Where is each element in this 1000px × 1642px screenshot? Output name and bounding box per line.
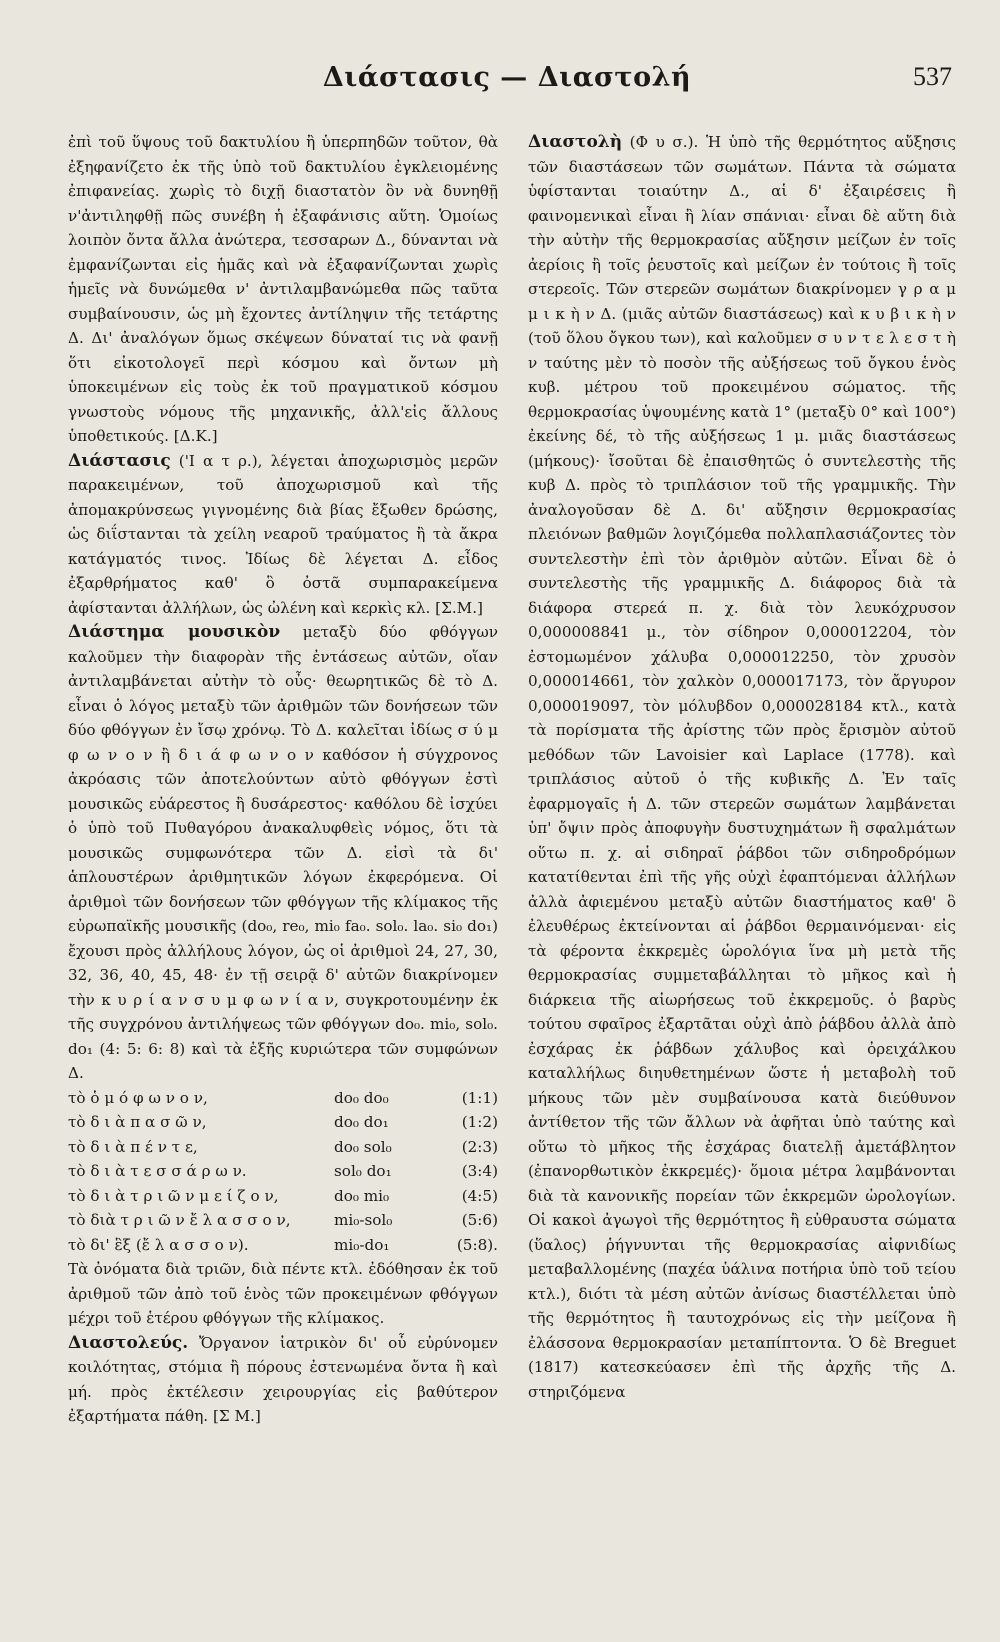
interval-notes: do₀ sol₀	[334, 1137, 392, 1156]
entry-text: ἐπὶ τοῦ ὕψους τοῦ δακτυλίου ἢ ὑπερπηδῶν τοῦτον, θὰ ἐξηφανίζετο ἐκ τῆς ὑπὸ τοῦ δακτυλίου ἐγκλειομένης ἐπιφανείας. χωρὶς τὸ διχῇ διαστατὸν ὂν νὰ δυνηθῇ ν'ἀντιληφθῇ πῶς συνέβη ἡ ἐξαφάνισις αὕτη. Ὁμοίως λοιπὸν ὄντα ἄλλα ἀνώτερα, τεσσαρων Δ., δύνανται νὰ ἐμφανίζωνται εἰς ἡμᾶς καὶ νὰ ἐξαφανίζωνται χωρὶς ἡμεῖς νὰ δυνώμεθα ν' ἀντιλαμβανώμεθα πῶς ταῦτα συμβαίνουσιν, ὡς μὴ ἔχοντες ἀντίληψιν τῆς τετάρτης Δ. Δι' ἀναλόγων ὅμως σκέψεων δύναταί τις νὰ φανῇ ὅτι εἰκοτολογεῖ περὶ κόσμου καὶ ὄντων μὴ ὑποκειμένων εἰς τοὺς ἐκ τοῦ πραγματικοῦ κόσμου γνωστοὺς νόμους τῆς μηχανικῆς, ἀλλ'εἰς ἄλλους ὑποθετικούς. [Δ.Κ.]	[68, 133, 498, 445]
entry-text: (Φ υ σ.). Ἡ ὑπὸ τῆς θερμότητος αὔξησις τῶν διαστάσεων τῶν σωμάτων. Πάντα τὰ σώματα ὑφίστανται τοιαύτην Δ., αἱ δ' ἐξαιρέσεις ἢ φαινομενικαὶ εἶναι ἢ λίαν σπάνιαι· εἶναι δὲ αὕτη διὰ τὴν αὐτὴν τῆς θερμοκρασίας αὔξησιν μείζων ἐν τοῖς ἀερίοις ἢ τοῖς ῥευστοῖς καὶ μείζων ἐν τούτοις ἢ τοῖς στερεοῖς. Τῶν στερεῶν σωμάτων διακρίνομεν γ ρ α μ μ ι κ ὴ ν Δ. (μιᾶς αὐτῶν διαστάσεως) καὶ κ υ β ι κ ὴ ν (τοῦ ὅλου ὄγκου των), καὶ καλοῦμεν σ υ ν τ ε λ ε σ τ ὴ ν ταύτης μὲν τὸ ποσὸν τῆς αὐξήσεως τοῦ ὄγκου ἑνὸς κυβ. μέτρου τοῦ προκειμένου σώματος. τῆς θερμοκρασίας ὑψουμένης κατὰ 1° (μεταξὺ 0° καὶ 100°) ἐκείνης δέ, τὸ τῆς αὐξήσεως 1 μ. μιᾶς διαστάσεως (μήκους)· ἴσοῦται δὲ ἐπαισθητῶς ὁ συντελεστὴς τῆς κυβ Δ. πρὸς τὸ τριπλάσιον τοῦ τῆς γραμμικῆς. Τὴν ἀναλογοῦσαν δὲ Δ. δι' αὔξησιν θερμοκρασίας πλειόνων βαθμῶν λογιζόμεθα πολλαπλασιάζοντες τὸν συντελεστὴν ἐπὶ τὸν ἀριθμὸν αὐτῶν. Εἶναι δὲ ὁ συντελεστὴς τῆς γραμμικῆς Δ. διάφορος διὰ τὰ διάφορα στερεά π. χ. διὰ τὸν λευκόχρυσον 0,000008841 μ., τὸν σίδηρον 0,000012204, τὸν ἐστομωμένον χάλυβα 0,000012250, τὸν χρυσὸν 0,000014661, τὸν χαλκὸν 0,000017173, τὸν ἄργυρον 0,000019097, τὸν μόλυβδον 0,000028184 κτλ., κατὰ τὰ πορίσματα τῆς ἀρίστης τῶν πρὸς ἔρισμὸν αὐτοῦ μεθόδων τῶν Lavoisier καὶ Laplace (1778). καὶ τριπλάσιος αὐτοῦ ὁ τῆς κυβικῆς Δ. Ἐν ταῖς ἐφαρμογαῖς ἡ Δ. τῶν στερεῶν σωμάτων λαμβάνεται ὑπ' ὄψιν πρὸς ἀποφυγὴν δυστυχημάτων ἢ σφαλμάτων οὕτω π. χ. αἱ σιδηραῖ ῥάβδοι τῶν σιδηροδρόμων κατατίθενται ἐπὶ τῆς γῆς οὐχὶ ἐφαπτόμεναι ἀλλήλων ἀλλὰ ἀφιεμένου μεταξὺ αὐτῶν διαστήματος καθ' ὃ ἐλευθέρως ἐκτείνονται αἱ ῥάβδοι θερμαινόμεναι· εἰς τὰ φέροντα ἐκκρεμὲς ὡρολόγια ἵνα μὴ μετὰ τῆς θερμοκρασίας συμμεταβάλληται τὸ μῆκος καὶ ἡ διάρκεια τῆς αἰωρήσεως τοῦ ἐκκρεμοῦς. ὁ βαρὺς τούτου σφαῖρος ἐξαρτᾶται οὐχὶ ἀπὸ ῥάβδου ἀλλὰ ἀπὸ ἐσχάρας ἐκ ῥάβδων χάλυβος καὶ ὀρειχάλκου καταλλήλως διηυθετημένων ὥστε ἡ μεταβολὴ τοῦ μήκους τῶν μὲν συμβαίνουσα κατὰ διεύθυνον ἀντίθετον τῆς τῶν ἄλλων νὰ ἀφῆται ὑπὸ ταύτης καὶ οὕτω τὸ μῆκος τῆς ἐσχάρας διατελῇ ἀμετάβλητον (ἐπανορθωτικὸν ἐκκρεμές)· ὅμοια μέτρα λαμβάνονται διὰ τὰ κανονικῆς πορείαν τῶν ἐκκρεμῶν ὡρολογίων. Οἱ κακοὶ ἀγωγοὶ τῆς θερμότητος ἢ εὐθραυστα σώματα (ὕαλος) ῥήγνυνται τῆς θερμοκρασίας αἰφνιδίως μεταβαλλομένης (παχέα ὑάλινα ποτήρια ὑπὸ τοῦ τείου κτλ.), διότι τὰ μέση αὐτῶν ἀνίσως διαστέλλεται ὑπὸ τῆς θερμότητος ἢ ταυτοχρόνως εἰς τὴν μείζονα ἢ ἐλάσσονα θερμοκρασίαν μεταπίπτοντα. Ὁ δὲ Breguet (1817) κατεσκεύασεν ἐπὶ τῆς ἀρχῆς τῆς Δ. στηριζόμενα	[528, 133, 956, 1401]
interval-ratio: (1:1)	[461, 1088, 498, 1107]
interval-notes: do₀ mi₀	[334, 1186, 390, 1205]
interval-ratio: (5:6)	[461, 1211, 498, 1229]
interval-ratio: (2:3)	[461, 1137, 498, 1156]
page-title: Διάστασις — Διαστολή	[322, 62, 692, 93]
page-header	[62, 62, 952, 102]
interval-ratio: (5:8).	[456, 1235, 498, 1254]
interval-name: τὸ δ ι ὰ π α σ ῶ ν,	[68, 1113, 207, 1131]
table-row	[68, 1184, 498, 1209]
interval-name: τὸ δ ι ὰ τ ρ ι ῶ ν μ ε ί ζ ο ν,	[68, 1186, 279, 1205]
entry-text: ('Ι α τ ρ.), λέγεται ἀποχωρισμὸς μερῶν παρακειμένων, τοῦ ἀποχωρισμοῦ καὶ τῆς ἀπομακρύνσεως γιγνομένης διὰ βίας ἔξωθεν δρώσης, ὡς διΐστανται τὰ χείλη νεαροῦ τραύματος ἢ τὰ ἄκρα κατάγματός τινος. Ἰδίως δὲ λέγεται Δ. εἶδος ἐξαρθρήματος καθ' ὃ ὀστᾶ συμπαρακείμενα ἀφίστανται ἀλλήλων, ὡς ὠλένη καὶ κερκὶς κλ. [Σ.Μ.]	[68, 451, 498, 617]
entry-diastoleus	[68, 1331, 498, 1429]
left-column	[68, 130, 498, 1429]
table-row	[68, 1233, 498, 1258]
entry-diastole	[528, 130, 956, 1404]
table-row	[68, 1135, 498, 1160]
entry-diastema	[68, 620, 498, 1086]
interval-name: τὸ δ ι ὰ π έ ν τ ε,	[68, 1137, 198, 1156]
headword: Διαστολεύς.	[68, 1332, 189, 1353]
interval-notes: do₀ do₁	[334, 1113, 389, 1131]
interval-name: τὸ διὰ τ ρ ι ῶ ν ἔ λ α σ σ ο ν,	[68, 1211, 291, 1229]
interval-ratio: (1:2)	[461, 1113, 498, 1131]
headword: Διαστολὴ	[528, 132, 623, 152]
interval-notes: do₀ do₀	[334, 1088, 389, 1107]
headword: Διάστημα μουσικὸν	[68, 622, 281, 642]
table-row	[68, 1159, 498, 1184]
table-row	[68, 1110, 498, 1135]
interval-name: τὸ δι' ἓξ (ἔ λ α σ σ ο ν).	[68, 1235, 249, 1254]
page-number: 537	[913, 62, 952, 91]
entry-text: Ὄργανον ἰατρικὸν δι' οὗ εὐρύνομεν κοιλότητας, στόμια ἢ πόρους ἐστενωμένα ὄντα ἢ καὶ μή. πρὸς ἐκτέλεσιν χειρουργίας εἰς βαθύτερον ἐξαρτήματα πάθη. [Σ Μ.]	[68, 1333, 498, 1425]
right-column	[528, 130, 956, 1404]
headword: Διάστασις	[68, 450, 171, 471]
entry-text: Τὰ ὀνόματα διὰ τριῶν, διὰ πέντε κτλ. ἐδόθησαν ἐκ τοῦ ἀριθμοῦ τῶν ἀπὸ τοῦ ἑνὸς τῶν προκειμένων φθόγγων μέχρι τοῦ ἑτέρου φθόγγων τῆς κλίμακος.	[68, 1260, 498, 1327]
interval-notes: mi₀-sol₀	[334, 1211, 393, 1229]
interval-notes: sol₀ do₁	[334, 1162, 392, 1180]
interval-table	[68, 1086, 498, 1258]
interval-ratio: (4:5)	[461, 1186, 498, 1205]
entry-diastasis	[68, 449, 498, 621]
interval-name: τὸ δ ι ὰ τ ε σ σ ά ρ ω ν.	[68, 1162, 247, 1180]
table-row	[68, 1086, 498, 1111]
entry-text: μεταξὺ δύο φθόγγων καλοῦμεν τὴν διαφορὰν τῆς ἐντάσεως αὐτῶν, οἵαν ἀντιλαμβάνεται αὐτὴν τὸ οὖς· θεωρητικῶς δὲ τὸ Δ. εἶναι ὁ λόγος μεταξὺ τῶν ἀριθμῶν τῶν δονήσεων τῶν δύο φθόγγων ἐν ἴσῳ χρόνῳ. Τὸ Δ. καλεῖται ἰδίως σ ύ μ φ ω ν ο ν ἢ δ ι ά φ ω ν ο ν καθόσον ἡ σύγχρονος ἀκρόασις τῶν ἀποτελούντων αὐτὸ φθόγγων ἐστὶ μουσικῶς εὐάρεστος ἢ δυσάρεστος· καθόλου δὲ ἰσχύει ὁ ὑπὸ τοῦ Πυθαγόρου ἀνακαλυφθεὶς νόμος, ὅτι τὰ μουσικῶς συμφωνότερα τῶν Δ. εἰσὶ τὰ δι' ἁπλουστέρων ἀριθμητικῶν λόγων ἐκφερόμενα. Οἱ ἀριθμοὶ τῶν δονήσεων τῶν φθόγγων τῆς κλίμακος τῆς εὐρωπαϊκῆς μουσικῆς (do₀, re₀, mi₀ fa₀. sol₀. la₀. si₀ do₁) ἔχουσι πρὸς ἀλλήλους λόγον, ὡς οἱ ἀριθμοὶ 24, 27, 30, 32, 36, 40, 45, 48· ἐν τῇ σειρᾷ δ' αὐτῶν διακρίνομεν τὴν κ υ ρ ί α ν σ υ μ φ ω ν ί α ν, συγκροτουμένην ἐκ τῆς συγχρόνου ἀντιλήψεως τῶν φθόγγων do₀. mi₀, sol₀. do₁ (4: 5: 6: 8) καὶ τὰ ἑξῆς κυριώτερα τῶν συμφώνων Δ.	[68, 623, 498, 1082]
interval-ratio: (3:4)	[461, 1162, 498, 1180]
interval-name: τὸ ὁ μ ό φ ω ν ο ν,	[68, 1088, 208, 1107]
interval-notes: mi₀-do₁	[334, 1235, 390, 1254]
table-row	[68, 1208, 498, 1233]
